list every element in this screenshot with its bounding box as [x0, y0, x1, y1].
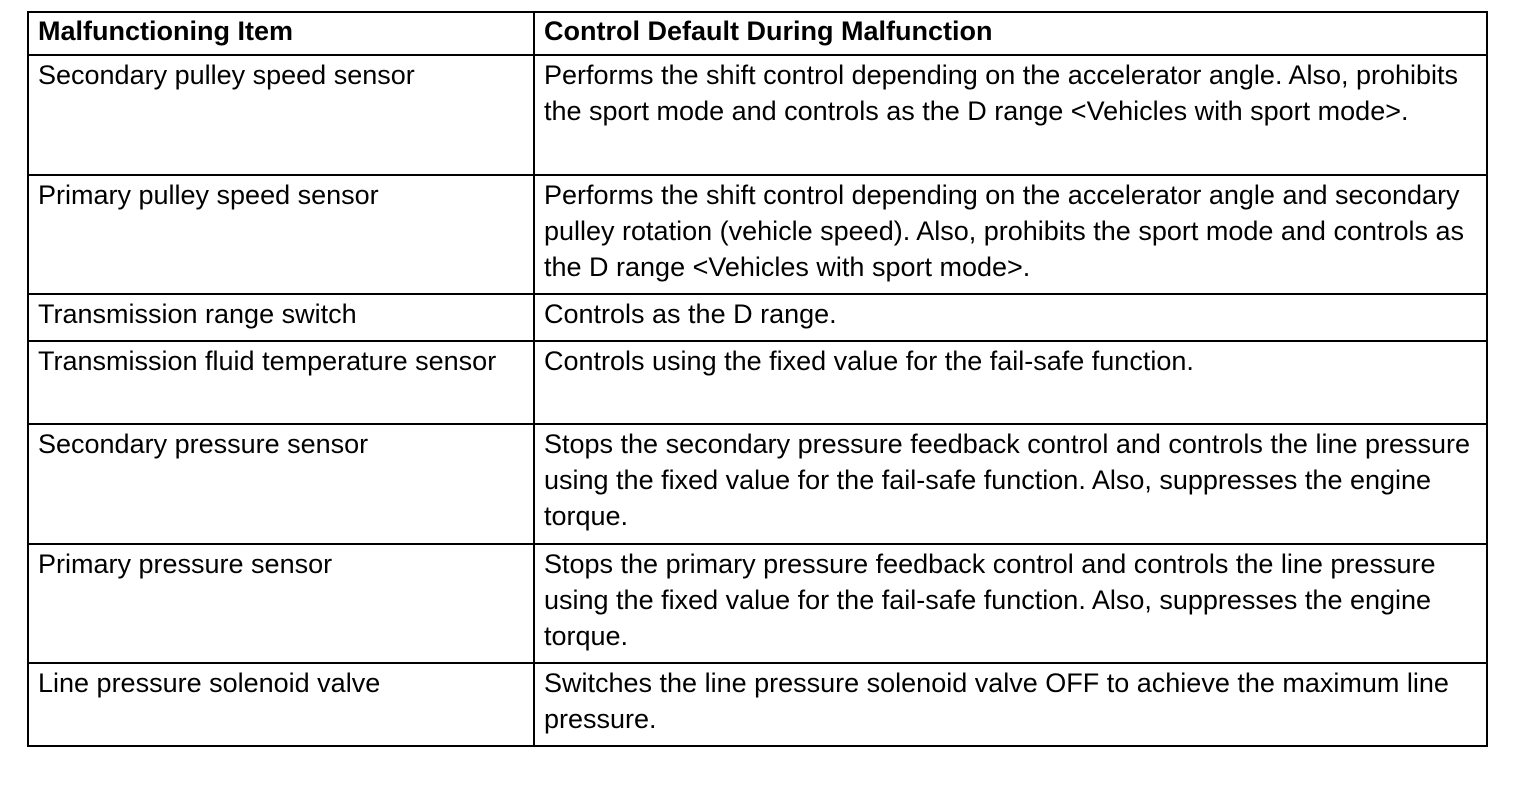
control-default-cell: Performs the shift control depending on the accelerator angle. Also, prohibits the sport mode and controls as the D range <Vehicles with sport mode>.	[534, 55, 1487, 175]
table-row	[28, 424, 1487, 544]
control-default-cell: Stops the primary pressure feedback control and controls the line pressure using the fixed value for the fail-safe function. Also, suppresses the engine torque.	[534, 544, 1487, 663]
header-control-default: Control Default During Malfunction	[534, 12, 1487, 55]
header-malfunctioning-item: Malfunctioning Item	[28, 12, 534, 55]
malfunctioning-item-cell: Primary pulley speed sensor	[28, 175, 534, 294]
control-default-cell: Performs the shift control depending on the accelerator angle and secondary pulley rotation (vehicle speed). Also, prohibits the sport mode and controls as the D range <Vehicles with sport mode>.	[534, 175, 1487, 294]
control-default-cell: Controls as the D range.	[534, 294, 1487, 341]
control-default-cell: Switches the line pressure solenoid valve OFF to achieve the maximum line pressure.	[534, 663, 1487, 746]
malfunction-control-table	[27, 11, 1488, 747]
malfunctioning-item-cell: Primary pressure sensor	[28, 544, 534, 663]
malfunctioning-item-cell: Secondary pressure sensor	[28, 424, 534, 544]
table-row	[28, 294, 1487, 341]
malfunctioning-item-cell: Line pressure solenoid valve	[28, 663, 534, 746]
table-row	[28, 663, 1487, 746]
malfunctioning-item-cell: Transmission fluid temperature sensor	[28, 341, 534, 424]
header-row	[28, 12, 1487, 55]
table-body	[28, 55, 1487, 746]
table-header	[28, 12, 1487, 55]
malfunctioning-item-cell: Secondary pulley speed sensor	[28, 55, 534, 175]
malfunctioning-item-cell: Transmission range switch	[28, 294, 534, 341]
control-default-cell: Controls using the fixed value for the fail-safe function.	[534, 341, 1487, 424]
table-row	[28, 55, 1487, 175]
table-row	[28, 544, 1487, 663]
control-default-cell: Stops the secondary pressure feedback control and controls the line pressure using the fixed value for the fail-safe function. Also, suppresses the engine torque.	[534, 424, 1487, 544]
table-row	[28, 341, 1487, 424]
table-row	[28, 175, 1487, 294]
